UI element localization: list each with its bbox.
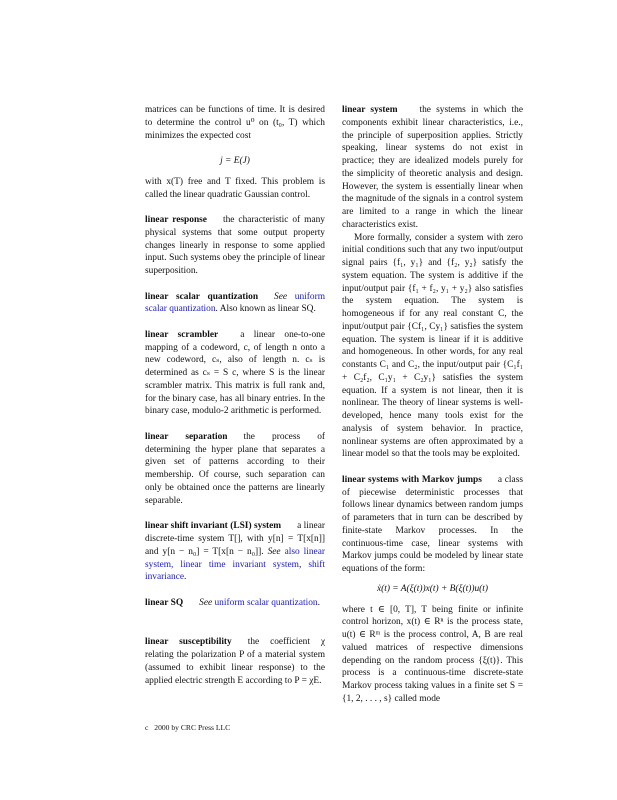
entry-linear-shift-invariant [145, 520, 325, 584]
entry-linear-scrambler [145, 329, 325, 418]
left-column [145, 104, 325, 700]
definition-linear-shift-invariant: a linear discrete-time system T[], with y[n] = T[x[n]] and y[n − n₀] = T[x[n − n₀]]. [145, 521, 325, 557]
definition-markov-jumps: a class of piecewise deterministic processes that follows linear dynamics between random jumps of parameters that in turn can be described by finite-state Markov processes. In the continuous-time case, linear systems with Markov jumps could be modeled by linear state equations of the form: [342, 474, 523, 575]
term-markov-jumps: linear systems with Markov jumps [342, 474, 482, 485]
see-label: See [199, 597, 213, 608]
term-linear-susceptibility: linear susceptibility [145, 637, 232, 648]
term-linear-response: linear response [145, 215, 207, 226]
intro-paragraph [145, 104, 325, 142]
definition-linear-separation: the process of determining the hyper plane that separates a given set of patterns according to their membership. Of course, such separation can only be obtained once the patterns are linearly separable. [145, 431, 325, 506]
entry-markov-jumps [342, 474, 523, 576]
term-linear-scrambler: linear scrambler [145, 329, 219, 340]
cost-equation: j = E(J) [220, 156, 250, 167]
term-linear-shift-invariant: linear shift invariant (LSI) system [145, 521, 282, 532]
link-linear-system[interactable]: also linear system, linear time invariant system [145, 546, 325, 570]
markov-text-after: where t ∈ [0, T], T being finite or infinite control horizon, x(t) ∈ Rⁿ is the process state, u(t) ∈ Rᵐ is the process control, A, B are real valued matrices of respective dimensions depending on the random process {ξ(t)}. This process is a continuous-time discrete-state Markov process taking values in a finite set S = {1, 2, . . . , s} called mode [342, 604, 523, 704]
entry-linear-response [145, 214, 325, 278]
entry-linear-scalar-quantization [145, 291, 325, 317]
definition-linear-response: the characteristic of many physical systems that some output property changes linearly in response to some applied input. Such systems obey the principle of linear superposition. [145, 215, 325, 277]
period: . [317, 597, 320, 608]
definition-linear-system: the systems in which the components exhibit linear characteristics, i.e., the principle of superposition applies. Strictly speaking, linear systems do not exist in practice; they are idealized models purely for the simplicity of theoretic analysis and design. However, the system is essentially linear when the magnitude of the signals in a control system are limited to a range in which the linear characteristics exist. [342, 105, 523, 230]
definition-linear-scrambler: a linear one-to-one mapping of a codeword, c, of length n onto a new codeword, cₛ, also of length n. cₛ is determined as cₛ = S c, where S is the linear scrambler matrix. This matrix is full rank and, for the binary case, has all binary entries. In the binary case, modulo-2 arithmetic is performed. [145, 329, 325, 417]
definition-linear-susceptibility: the coefficient χ relating the polarization P of a material system (assumed to exhibit linear response) to the applied electric strength E according to P = χE. [145, 637, 326, 686]
link-uniform-scalar-quantization[interactable]: uniform scalar quantization [145, 291, 326, 315]
link-shift-invariance[interactable]: shift invariance [145, 559, 325, 583]
term-linear-system: linear system [342, 105, 398, 115]
linear-system-paragraph-2: More formally, consider a system with zero initial conditions such that any two input/output signal pairs {f₁, y₁} and {f₂, y₂} satisfy the system equation. The system is additive if the input/output pair {f₁ + f₂, y₁ + y₂} also satisfies the system equation. The system is homogeneous if for any real constant C, the input/output pair {Cf₁, Cy₁} satisfies the system equation. The system is linear if it is additive and homogeneous. In other words, for any real constants C₁ and C₂, the input/output pair {C₁f₁ + C₂f₂, C₁y₁ + C₂y₁} satisfies the system equation. If a system is not linear, then it is nonlinear. The theory of linear systems is well-developed, hence many tools exist for the analysis of system behavior. In practice, nonlinear systems are often approximated by a linear model so that the tools may be exploited. [342, 232, 523, 460]
definition-linear-scalar-quantization: . Also known as linear SQ. [215, 304, 316, 315]
term-linear-separation: linear separation [145, 431, 228, 442]
intro-after-paragraph: with x(T) free and T fixed. This problem is called the linear quadratic Gaussian control. [145, 176, 325, 200]
period: . [184, 572, 187, 583]
entry-linear-separation [145, 431, 325, 508]
intro-text: matrices can be functions of time. It is desired to determine the control u⁰ on (t₀, T) which minimizes the expected cost [145, 105, 325, 141]
right-column [342, 104, 523, 706]
see-label: See [267, 546, 281, 557]
markov-equation: ẋ(t) = A(ξ(t))x(t) + B(ξ(t))u(t) [376, 583, 489, 594]
separator: , [298, 559, 309, 570]
see-label: See [274, 291, 288, 302]
term-linear-scalar-quantization: linear scalar quantization [145, 291, 259, 302]
entry-linear-susceptibility [145, 636, 325, 687]
term-linear-sq: linear SQ [145, 597, 184, 608]
entry-linear-system [342, 104, 523, 232]
entry-linear-sq [145, 597, 325, 610]
copyright-footer: c⃝2000 by CRC Press LLC [145, 723, 231, 732]
link-uniform-scalar-quantization[interactable]: uniform scalar quantization [214, 597, 318, 608]
